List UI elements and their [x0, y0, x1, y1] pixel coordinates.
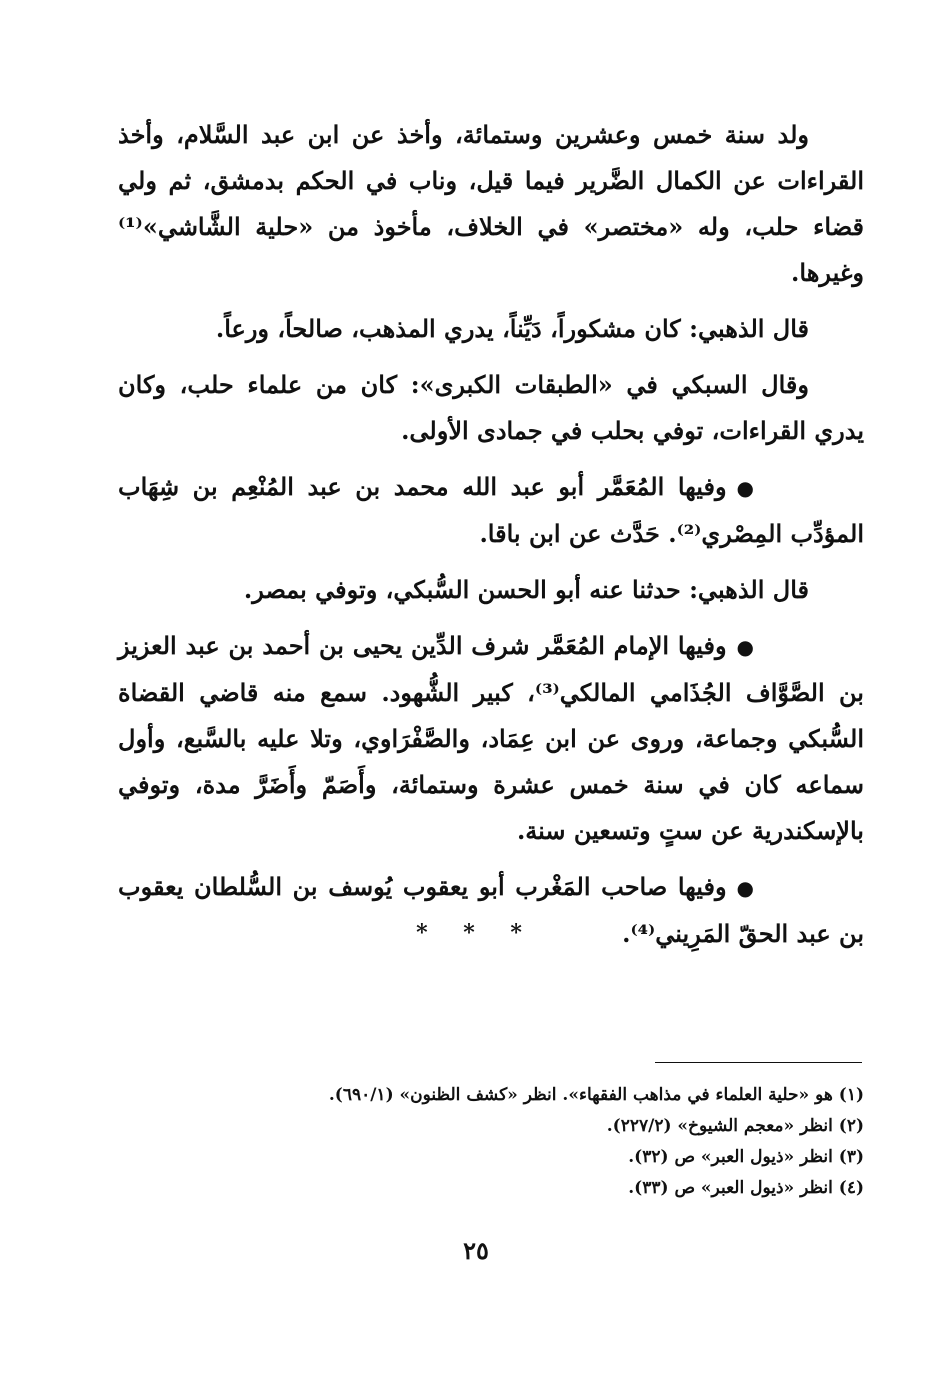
footnote-4: (٤) انظر «ذيول العبر» ص (٣٣). [628, 1178, 864, 1198]
footnote-2: (٢) انظر «معجم الشيوخ» (٢٢٧/٢). [606, 1116, 864, 1136]
bullet-icon: ● [736, 476, 754, 500]
paragraph-7-text: وفيها صاحب المَغْرب أبو يعقوب يُوسف بن السُّلطان يعقوب بن عبد الحقّ المَرِيني⁽⁴⁾. [118, 872, 864, 948]
paragraph-1: ولد سنة خمس وعشرين وستمائة، وأخذ عن ابن عبد السَّلام، وأخذ القراءات عن الكمال الضَّرير فيما قيل، وناب في الحكم بدمشق، ثم ولي قضاء حلب، وله «مختصر» في الخلاف، مأخوذ من «حلية الشَّاشي»⁽¹⁾ وغيرها. [118, 120, 864, 287]
paragraph-6-text: وفيها الإمام المُعَمَّر شرف الدِّين يحيى بن أحمد بن عبد العزيز بن الصَّوَّاف الجُذَامي المالكي⁽³⁾، كبير الشُّهود. سمع منه قاضي القضاة السُّبكي وجماعة، وروى عن ابن عِمَاد، والصَّفْرَاوي، وتلا عليه بالسَّبع، وأول سماعه كان في سنة خمس عشرة وستمائة، وأَصَمّ وأَضَرَّ مدة، وتوفي بالإسكندرية عن ستٍ وتسعين سنة. [118, 631, 864, 845]
section-separator: * * * [416, 920, 536, 946]
paragraph-4 [118, 464, 864, 557]
paragraph-6 [118, 623, 864, 854]
bullet-icon: ● [736, 635, 754, 659]
bullet-icon: ● [736, 876, 754, 900]
paragraph-5: قال الذهبي: حدثنا عنه أبو الحسن السُّبكي، وتوفي بمصر. [243, 575, 809, 604]
footnotes [118, 1080, 864, 1204]
page-number: ٢٥ [463, 1236, 489, 1265]
paragraph-4-text: وفيها المُعَمَّر أبو عبد الله محمد بن عبد المُنْعِم بن شِهَاب المؤدِّب المِصْري⁽²⁾. حَدَّث عن ابن باقا. [118, 472, 864, 548]
footnote-1: (١) هو «حلية العلماء في مذاهب الفقهاء». انظر «كشف الظنون» (٦٩٠/١). [328, 1085, 864, 1105]
footnote-3: (٣) انظر «ذيول العبر» ص (٣٢). [628, 1147, 864, 1167]
paragraph-2: قال الذهبي: كان مشكوراً، دَيِّناً، يدري المذهب، صالحاً، ورعاً. [215, 314, 809, 343]
footnote-divider [655, 1062, 862, 1063]
paragraph-3: وقال السبكي في «الطبقات الكبرى»: كان من علماء حلب، وكان يدري القراءات، توفي بحلب في جمادى الأولى. [118, 370, 864, 445]
